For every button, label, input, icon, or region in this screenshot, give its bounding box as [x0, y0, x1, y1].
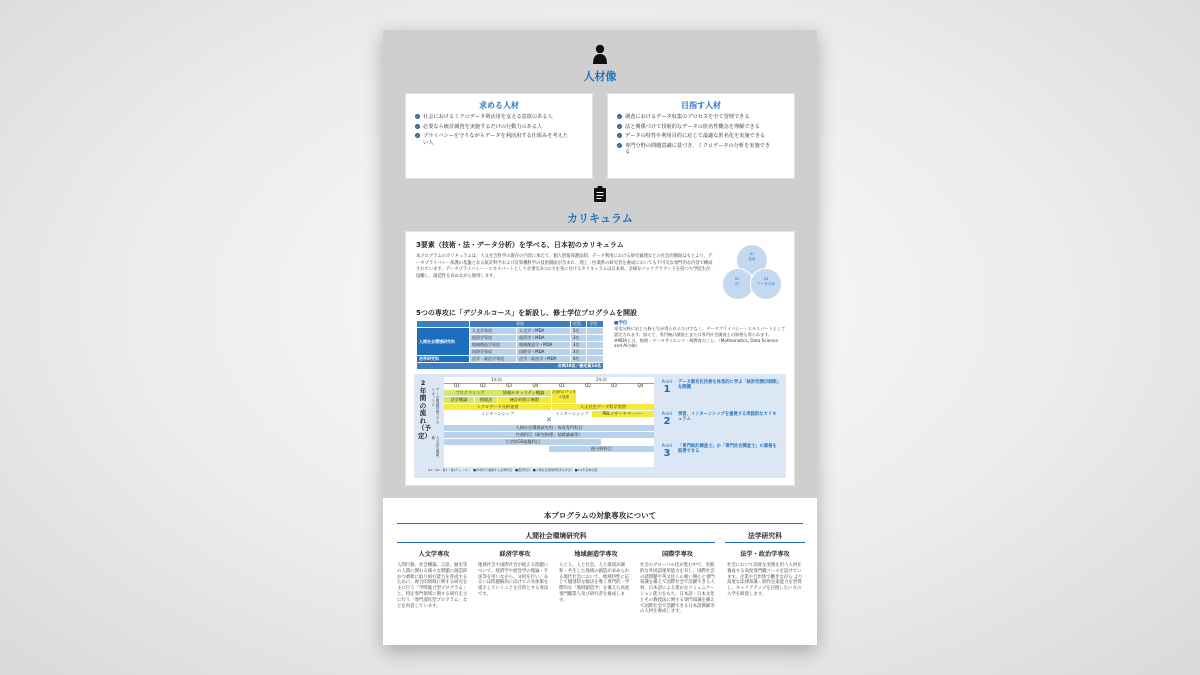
seek-item: ✓ プライバシーを守りながらデータを利活用する仕組みを考えたい人	[415, 133, 568, 146]
table-header	[417, 321, 470, 328]
venn-label: 技術	[748, 257, 756, 261]
aim-item: ✓ 調査におけるデータ収集のプロセスを全て管理できる	[617, 114, 785, 121]
degree-title: ■学位	[614, 321, 628, 326]
seek-title: 求める人材	[479, 101, 519, 110]
quarter-label: Q1	[559, 383, 565, 388]
table-cell: 3名	[570, 349, 587, 356]
major-name: 国際学専攻	[662, 551, 693, 558]
quarter-label: Q2	[585, 383, 591, 388]
table-row	[417, 356, 604, 363]
table-cell: 国際学＋MDA	[517, 349, 571, 356]
major-column	[727, 549, 803, 598]
table-cell: 3名	[570, 335, 587, 342]
major-name: 経済学専攻	[499, 551, 531, 558]
group-cell: 人間社会環境研究科	[417, 328, 470, 356]
major-column	[478, 549, 552, 598]
group-divider-2	[725, 542, 805, 543]
major-text: 人と人、人と社会、人と環境が調和・共生した地域の創造が求められる現代社会において、地域特性に応じて個別的な解決を導く専門的・学際的な「地域創造学」を備えた高度専門職業人及び研究者を養成します。	[559, 563, 630, 603]
point-number: 3	[663, 448, 671, 460]
course-cell: 大学院GS基盤科目	[444, 439, 601, 445]
course-cell: 他分野科目	[549, 446, 654, 452]
course-cell: PBLリサーチペーパー	[592, 411, 654, 417]
curriculum-heading-2: 5つの専攻に「デジタルコース」を新設し、修士学位プログラムを開設	[416, 309, 638, 317]
table-cell: 3名	[570, 328, 587, 335]
flow-title: 2年間の流れ（予定）	[418, 379, 431, 440]
table-header: 学位	[587, 321, 604, 328]
major-text: 地域社会や国際社会が抱える問題について、経済学や経営学の理論・手法等を用いながら、分析を行い、あるいは問題解決に向けての具体策を提示していくことを目的とする専攻です。	[478, 563, 549, 597]
major-name: 地域創造学専攻	[574, 551, 618, 558]
course-cell: インターンシップ	[444, 411, 551, 417]
flow-grid	[444, 377, 654, 467]
three-element-diagram	[722, 244, 784, 300]
majors-table	[416, 320, 604, 370]
major-column	[640, 549, 715, 615]
majors-title: 本プログラムの対象専攻について	[543, 511, 657, 520]
majors-divider	[397, 523, 803, 524]
person-icon	[593, 44, 607, 64]
major-name: 法学・政治学専攻	[740, 551, 790, 558]
group-title-2: 法学研究科	[748, 532, 782, 540]
major-text: 人間行動、社会構築、言語、歴史等の人間に関わる様々な問題に創造的かつ柔軟に取り組む能力を育成するために、複合的領域に関する研究を主に行う「学際総合型プログラム」と、特定専門領域に関する研究を主に行う「専門深化型プログラム」などを用意しています。	[397, 563, 468, 609]
seek-item: ✓ 社会におけるミクロデータ利活用を支える意欲のある人	[415, 114, 583, 121]
course-cell: 法学概論	[444, 397, 474, 403]
table-cell: 4名	[570, 356, 587, 363]
table-row	[417, 328, 604, 335]
course-cell: 統計的開示制限	[498, 397, 551, 403]
major-name: 人文学専攻	[418, 551, 450, 558]
course-cell: 情報法	[475, 397, 497, 403]
quarter-label: Q2	[480, 383, 486, 388]
table-header: 定員	[570, 321, 587, 328]
seek-card	[405, 93, 593, 179]
quarter-label: Q4	[637, 383, 644, 388]
course-cell: 人文社会データ科学実習	[552, 404, 654, 410]
group-title-1: 人間社会環境研究科	[525, 532, 587, 540]
flyer-page	[383, 30, 817, 645]
table-cell: 法学・政治学専攻	[470, 356, 517, 363]
flow-side-core: データ関連技術コアカリキュラム	[431, 388, 440, 424]
table-cell: 3名	[570, 342, 587, 349]
table-cell: 人文学専攻	[470, 328, 517, 335]
point-number: 2	[663, 416, 671, 428]
major-column	[397, 549, 471, 609]
table-cell: 法学・政治学＋MDA	[517, 356, 571, 363]
cross-mark: ✕	[546, 417, 552, 423]
point-text: 「専門統計調査士」か「専門社会調査士」の資格を取得できる	[678, 444, 777, 455]
major-column	[559, 549, 633, 604]
table-cell: 人文学＋MDA	[517, 328, 571, 335]
year-1-label: 1年次	[444, 377, 549, 384]
venn-num: 03	[763, 277, 769, 281]
flow-legend: Q1〜Q4：第1〜第4クォーター ■多専攻で連携する必修科目 ■選択科目 ■人間社会環境研究科の科目 ■1.2年目単位数	[428, 468, 598, 472]
course-cell: 次世代のデジタル技術	[552, 390, 576, 403]
table-header: 専攻	[470, 321, 571, 328]
table-cell: 地域創造学専攻	[470, 342, 517, 349]
point-label: Point	[661, 444, 673, 449]
venn-label: データ分析	[757, 282, 775, 286]
course-cell: インターンシップ	[552, 411, 592, 417]
course-cell: 人間社会環境研究科・専攻専門科目	[444, 425, 654, 431]
point-number: 1	[663, 384, 671, 396]
venn-num: 01	[749, 252, 755, 256]
venn-label: 法	[735, 282, 739, 286]
curriculum-card	[405, 231, 795, 486]
group-cell: 法学研究科	[417, 356, 470, 363]
two-year-flow	[414, 374, 786, 478]
major-text: 社会において高度な実務を担う人材を養成する高度専門職コースを設けています。企業や自治体で働きながら より高度な法律知識・制作企案能力を習得し、キャリアアップを目指したい方の入学を歓迎します。	[727, 563, 803, 597]
seek-item: ✓ 必要なら統計調査を実施するだけの行動力のある人	[415, 124, 583, 131]
point-label: Point	[661, 380, 673, 385]
aim-item: ✓ 法と関係づけて技術的なデータの匿名性概念を理解できる	[617, 124, 785, 131]
aim-title: 目指す人材	[681, 101, 721, 110]
table-cell: 経済学専攻	[470, 335, 517, 342]
quarter-label: Q3	[611, 383, 617, 388]
course-cell: ミクロデータ分析実習	[444, 404, 551, 410]
table-cell: 地域創造学＋MDA	[517, 342, 571, 349]
jinzai-title: 人材像	[583, 70, 617, 83]
course-cell: プログラミング	[444, 390, 496, 396]
point-text: データ匿名化技術を体系的に学ぶ「統計的開示制限」を開講	[678, 380, 779, 391]
course-cell: 共通科目（研究指導、基礎講義等）	[444, 432, 654, 438]
degree-text: 専攻分野に応じた修士号が得られるだけでなく、データプライバシー・エキスパートとして認定されます。加えて、専門統計調査士または専門社会調査士の資格も得られます。	[614, 326, 786, 337]
curriculum-body: 本プログラムのカリキュラムは、人文社会科学の既存の内容に加えて、個人情報保護法制、データ利用における研究倫理などの社会的側面はもとより、データプライバシー保護の基盤となる統計科学および計算機科学の技術側面が含まれ、理工・医薬系の研究者を養成においても不可欠な専門的な内容で構成されています。データプライバシー・エキスパートとして必要な3つの力を身に付けるカリキュラムは日本初。多様なバックグラウンドを持つ大学院生が協働し、創造性を高めながら修得します。	[416, 254, 713, 280]
aim-item: ✓ 専門分野の問題意識に基づき、ミクロデータの分析を実施できる	[617, 143, 775, 156]
group-divider-1	[397, 542, 715, 543]
venn-num: 02	[734, 277, 740, 281]
degree-note: ※MDAとは、数理・データサイエンス・AI教育のこと。（Mathematics, Data Science and AIの略）	[614, 337, 778, 349]
year-2-label: 2年次	[549, 377, 654, 384]
curriculum-heading-1: 3要素（技術・法・データ分析）を学べる、日本初のカリキュラム	[416, 241, 624, 249]
curriculum-title: カリキュラム	[567, 212, 633, 225]
point-text: 実習、インターンシップを重視する実践的なカリキュラム	[678, 412, 777, 423]
quarter-label: Q3	[506, 383, 512, 388]
table-total: 年間10名／修定員16名	[417, 363, 604, 370]
aim-item: ✓ データの特性や利用目的に応じて最適な匿名化を実施できる	[617, 133, 785, 140]
degree-box	[614, 320, 786, 349]
table-cell: 経済学＋MDA	[517, 335, 571, 342]
flow-side-humanities: 人文社会専門系	[431, 436, 440, 458]
point-label: Point	[661, 412, 673, 417]
table-cell: 国際学専攻	[470, 349, 517, 356]
quarter-label: Q4	[532, 383, 539, 388]
major-text: 社会のグローバル化が進む中で、実践的な外国語運用能力を有し、国際社会の諸問題や英文化への強い関心と専門知識を備えて国際社会で活躍できる人材、日本語による豊かなコミュニケーション能力をもち、日本語・日本文化とその教授法に関する専門知識を備えて国際社会で活躍できる日本語教師等の人材を養成します。	[640, 563, 715, 615]
quarter-label: Q1	[454, 383, 460, 388]
aim-card	[607, 93, 795, 179]
course-cell: 情報セキュリティ概論	[496, 390, 551, 396]
clipboard-icon	[594, 186, 606, 202]
